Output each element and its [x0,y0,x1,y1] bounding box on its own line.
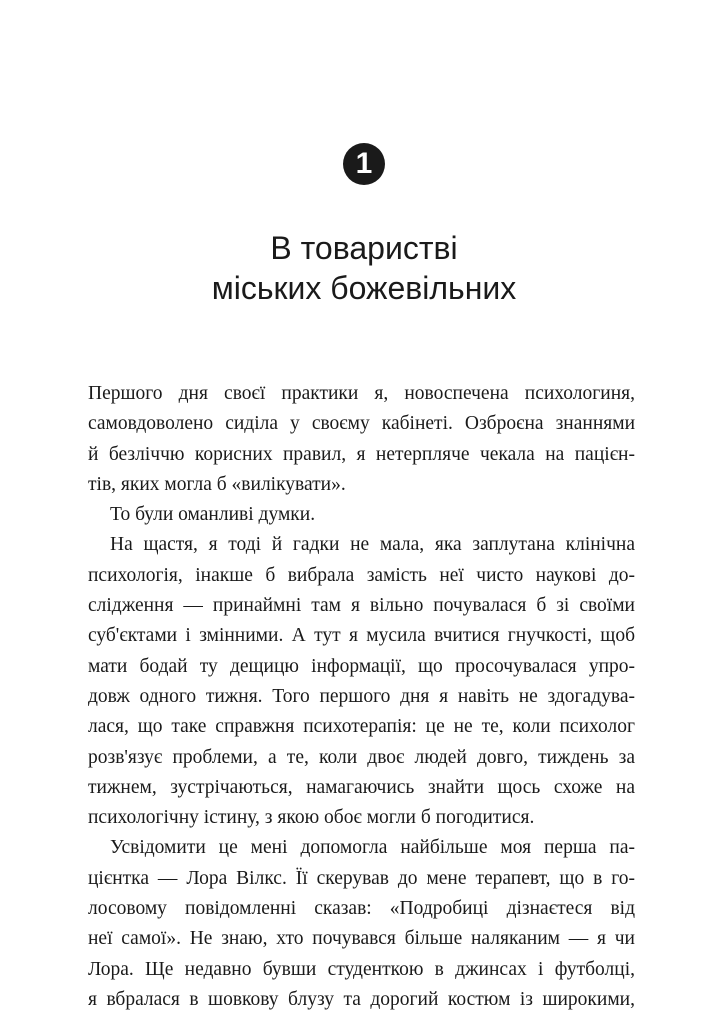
text-line: психологія, інакше б вибрала замість неї чисто наукові до- [88,564,635,586]
text-line: слідження — принаймні там я вільно почувалася б зі своїми [88,595,635,617]
chapter-number: 1 [355,147,373,180]
text-line: я вбралася в шовкову блузу та дорогий костюм із широкими, [88,988,635,1010]
chapter-number-badge [343,143,385,185]
text-line: розв'язує проблеми, а те, коли двоє людей довго, тиждень за [88,746,635,768]
text-line: суб'єктами і змінними. А тут я мусила вчитися гнучкості, щоб [88,625,635,647]
text-line: Усвідомити це мені допомогла найбільше моя перша па- [110,837,635,859]
body-text [88,379,635,1015]
text-line: психологічну істину, з якою обоє могли б погодитися. [88,807,535,829]
text-line: неї самої». Не знаю, хто почувався більше наляканим — я чи [88,928,635,950]
text-line: Першого дня своєї практики я, новоспечена психологиня, [88,383,635,404]
text-line: На щастя, я тоді й гадки не мала, яка заплутана клінічна [110,534,635,556]
chapter-title [0,228,728,308]
text-line: лосовому повідомленні сказав: «Подробиці дізнаєтеся від [88,898,635,920]
text-line: самовдоволено сиділа у своєму кабінеті. Озброєна знаннями [88,413,635,435]
text-line: довж одного тижня. Того першого дня я навіть не здогадува- [88,685,635,707]
text-line: лася, що таке справжня психотерапія: це не те, коли психолог [88,716,635,738]
text-line: тів, яких могла б «вилікувати». [88,473,346,495]
text-line: Лора. Ще недавно бувши студенткою в джинсах і футболці, [88,958,635,980]
chapter-title-line: міських божевільних [211,270,517,306]
text-line: тижнем, зустрічаються, намагаючись знайти щось схоже на [88,776,635,798]
text-line: й безліччю корисних правил, я нетерпляче чекала на пацієн- [88,443,635,465]
text-line: То були оманливі думки. [110,504,316,526]
chapter-title-line: В товаристві [270,230,458,266]
text-line: мати бодай ту дещицю інформації, що просочувалася упро- [88,655,635,677]
text-line: цієнтка — Лора Вілкс. Її скерував до мене терапевт, що в го- [88,867,635,889]
